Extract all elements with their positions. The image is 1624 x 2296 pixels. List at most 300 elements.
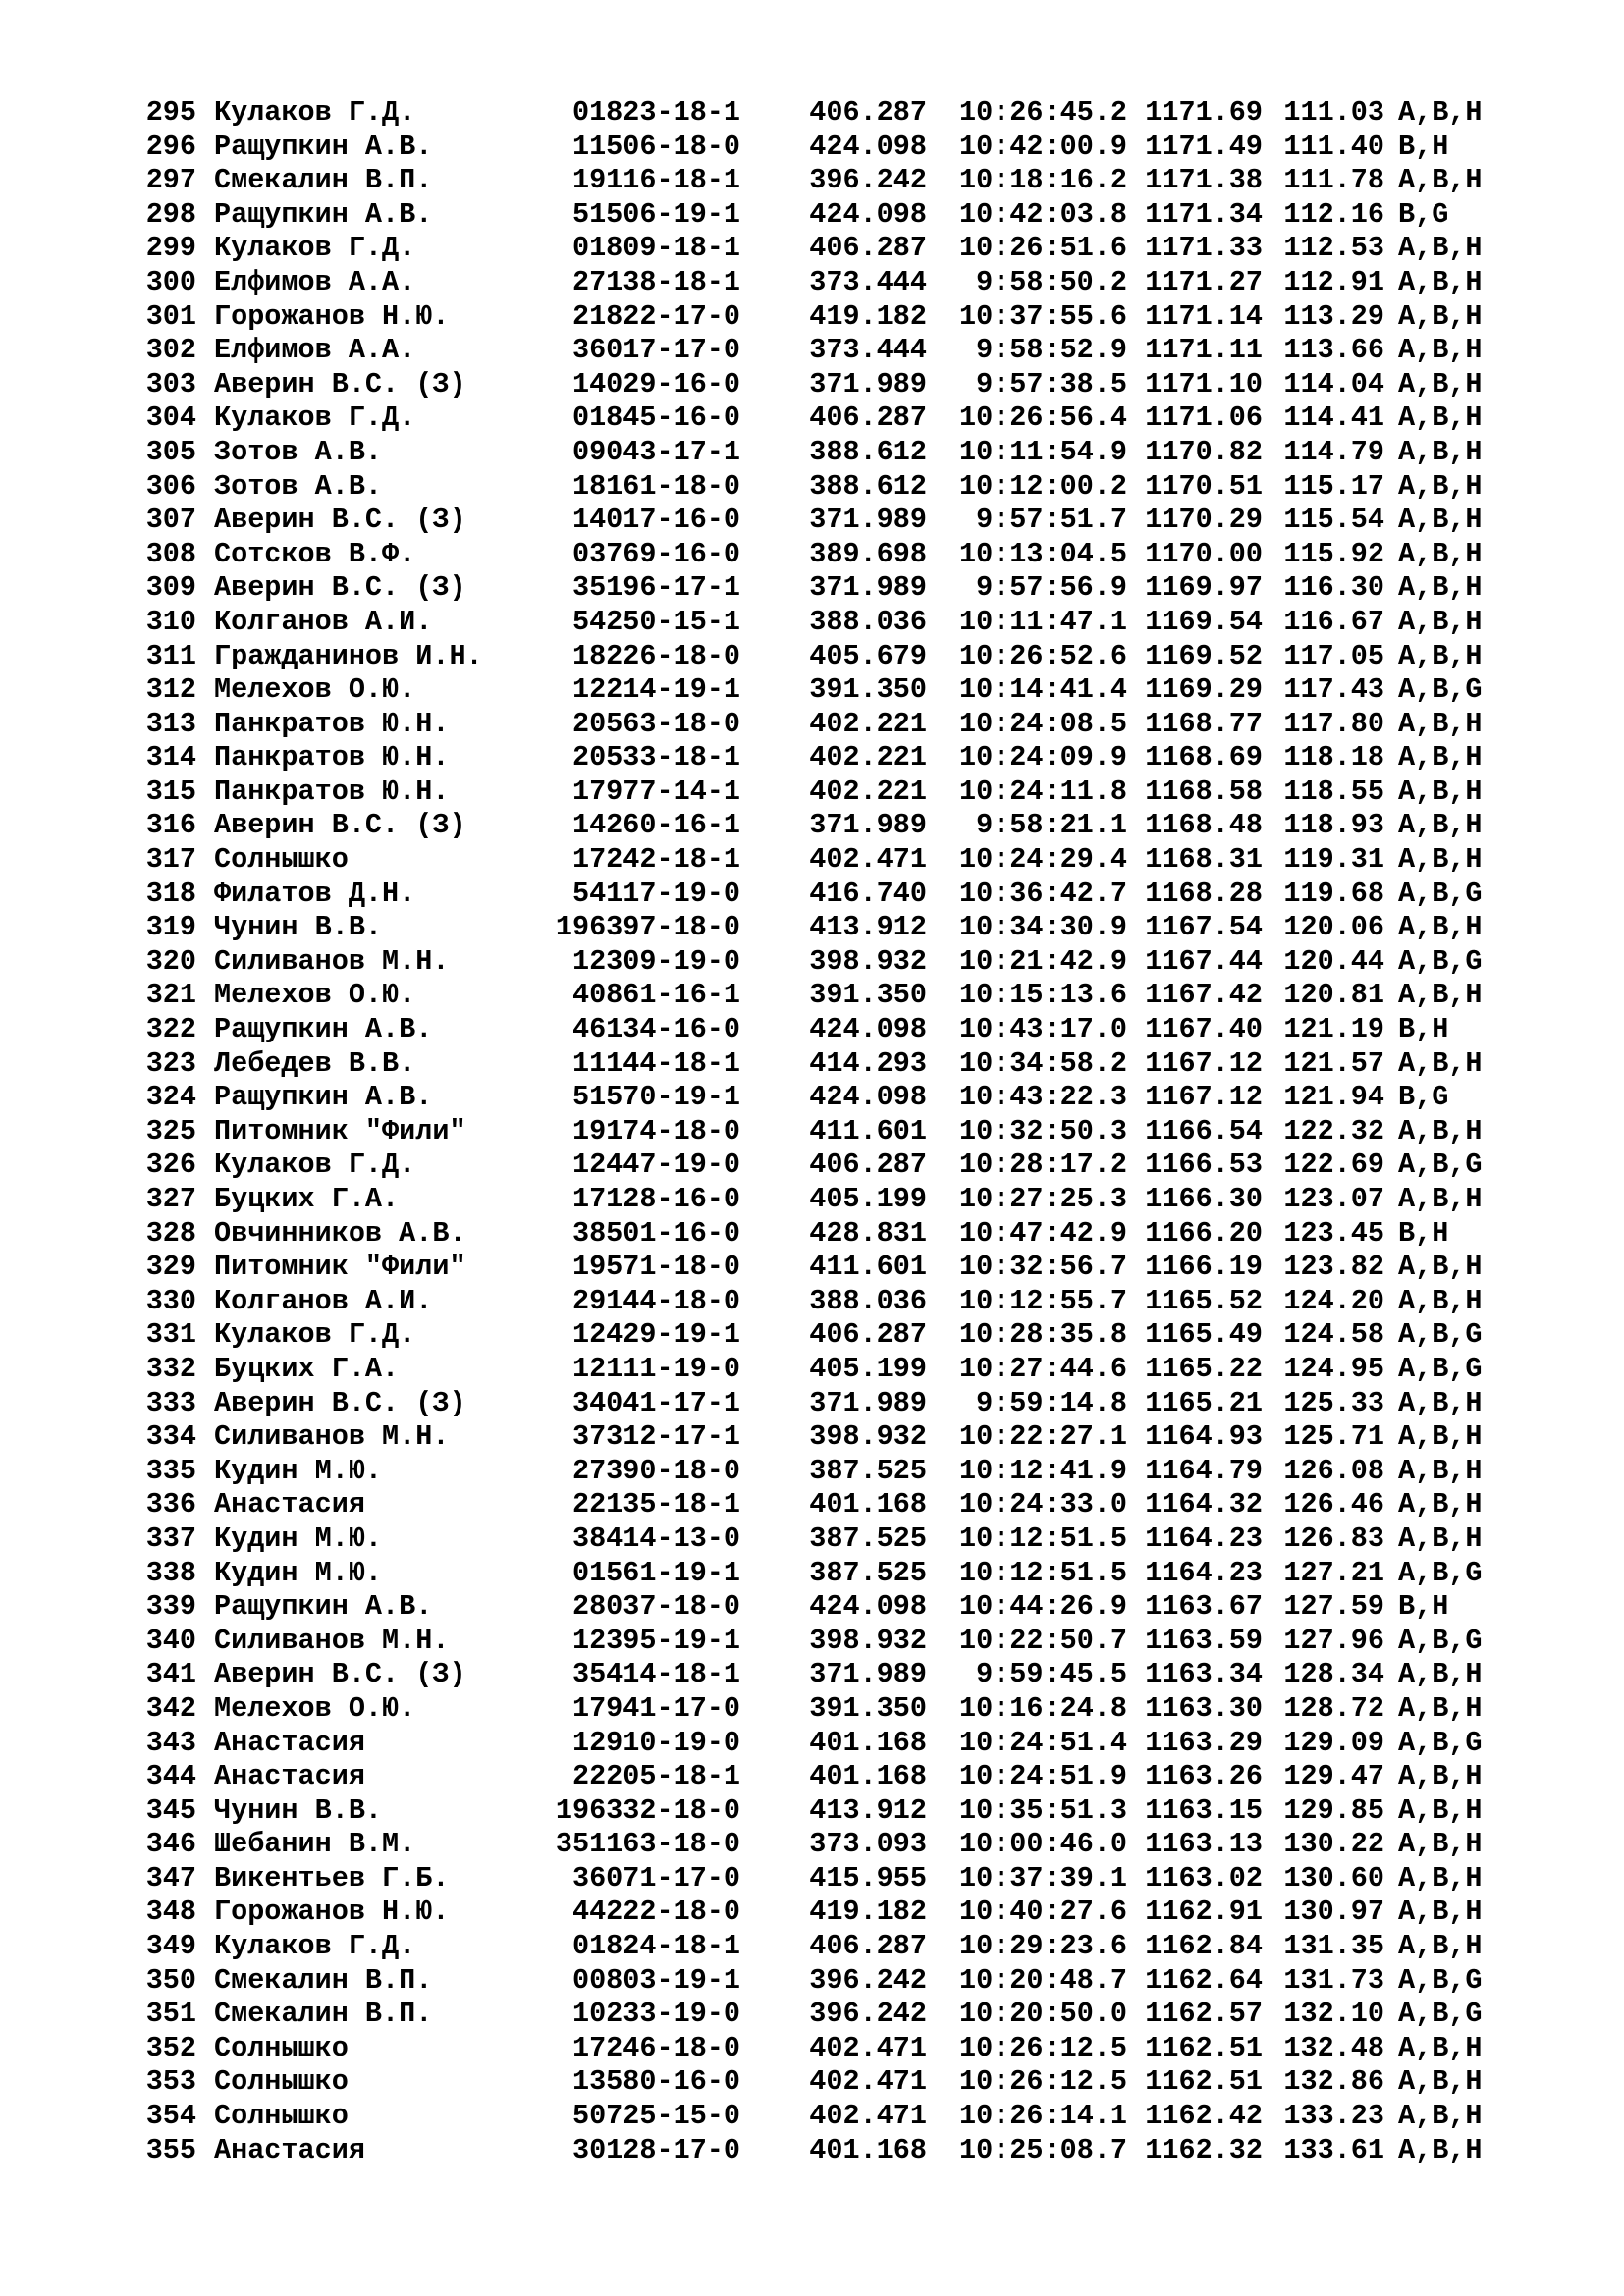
- place-number: 331: [145, 1318, 196, 1352]
- coefficient-value: 122.69: [1283, 1148, 1384, 1182]
- speed-value: 1163.30: [1145, 1691, 1263, 1725]
- arrival-time: 10:32:50.3: [958, 1114, 1127, 1148]
- coefficient-value: 114.41: [1283, 401, 1384, 435]
- place-number: 309: [145, 571, 196, 605]
- distance-value: 424.098: [809, 1590, 927, 1624]
- category-flags: A,B,H: [1398, 469, 1483, 503]
- coefficient-value: 121.94: [1283, 1081, 1384, 1114]
- arrival-time: 10:28:35.8: [958, 1318, 1127, 1352]
- arrival-time: 10:24:33.0: [958, 1488, 1127, 1522]
- coefficient-value: 129.09: [1283, 1726, 1384, 1759]
- category-flags: A,B,G: [1398, 1998, 1483, 2031]
- fancier-name: Кулаков Г.Д.: [214, 232, 416, 265]
- table-row: [143, 1318, 1483, 1353]
- fancier-name: Аверин В.С. (З): [214, 571, 466, 605]
- distance-value: 416.740: [809, 877, 927, 910]
- coefficient-value: 114.79: [1283, 435, 1384, 468]
- ring-number: 44222-18-0: [571, 1896, 740, 1929]
- category-flags: A,B,H: [1398, 2100, 1483, 2133]
- ring-number: 12309-19-0: [571, 944, 740, 978]
- table-row: [143, 1760, 1483, 1794]
- arrival-time: 10:42:03.8: [958, 197, 1127, 231]
- distance-value: 401.168: [809, 2133, 927, 2166]
- ring-number: 21822-17-0: [571, 299, 740, 333]
- table-row: [143, 1727, 1483, 1761]
- place-number: 355: [145, 2133, 196, 2166]
- distance-value: 428.831: [809, 1216, 927, 1250]
- arrival-time: 10:27:25.3: [958, 1183, 1127, 1215]
- speed-value: 1170.29: [1145, 504, 1263, 537]
- category-flags: A,B,H: [1398, 843, 1483, 877]
- ring-number: 36017-17-0: [571, 334, 740, 367]
- arrival-time: 9:57:51.7: [976, 504, 1127, 537]
- place-number: 297: [145, 164, 196, 197]
- fancier-name: Кудин М.Ю.: [214, 1556, 383, 1589]
- table-row: [143, 1047, 1483, 1082]
- ring-number: 27390-18-0: [571, 1454, 740, 1487]
- arrival-time: 10:12:00.2: [958, 469, 1127, 503]
- speed-value: 1168.28: [1145, 877, 1263, 910]
- distance-value: 424.098: [809, 197, 927, 231]
- distance-value: 373.444: [809, 334, 927, 367]
- distance-value: 398.932: [809, 1420, 927, 1454]
- ring-number: 29144-18-0: [571, 1284, 740, 1317]
- table-row: [143, 1794, 1483, 1829]
- coefficient-value: 123.45: [1283, 1216, 1384, 1250]
- distance-value: 406.287: [809, 1930, 927, 1963]
- table-row: [143, 368, 1483, 402]
- ring-number: 01823-18-1: [571, 96, 740, 129]
- table-row: [143, 1896, 1483, 1930]
- coefficient-value: 126.08: [1283, 1454, 1384, 1487]
- place-number: 338: [145, 1556, 196, 1589]
- arrival-time: 10:26:51.6: [958, 232, 1127, 265]
- table-row: [143, 775, 1483, 810]
- category-flags: A,B,H: [1398, 1793, 1483, 1827]
- fancier-name: Филатов Д.Н.: [214, 877, 416, 910]
- category-flags: A,B,H: [1398, 707, 1483, 740]
- speed-value: 1162.91: [1145, 1896, 1263, 1929]
- table-row: [143, 640, 1483, 674]
- distance-value: 387.525: [809, 1454, 927, 1487]
- arrival-time: 10:00:46.0: [958, 1828, 1127, 1861]
- place-number: 349: [145, 1930, 196, 1963]
- ring-number: 01824-18-1: [571, 1930, 740, 1963]
- fancier-name: Буцких Г.А.: [214, 1352, 400, 1385]
- category-flags: A,B,G: [1398, 1352, 1483, 1385]
- speed-value: 1169.29: [1145, 673, 1263, 707]
- arrival-time: 10:26:14.1: [958, 2100, 1127, 2133]
- ring-number: 18161-18-0: [571, 469, 740, 503]
- table-row: [143, 1522, 1483, 1557]
- place-number: 319: [145, 911, 196, 944]
- coefficient-value: 117.05: [1283, 639, 1384, 672]
- category-flags: A,B,H: [1398, 2133, 1483, 2166]
- place-number: 339: [145, 1590, 196, 1624]
- category-flags: A,B,G: [1398, 1726, 1483, 1759]
- fancier-name: Мелехов О.Ю.: [214, 979, 416, 1012]
- fancier-name: Горожанов Н.Ю.: [214, 299, 450, 333]
- distance-value: 414.293: [809, 1046, 927, 1080]
- place-number: 351: [145, 1998, 196, 2031]
- fancier-name: Овчинников А.В.: [214, 1216, 466, 1250]
- category-flags: A,B,H: [1398, 1454, 1483, 1487]
- distance-value: 371.989: [809, 571, 927, 605]
- category-flags: A,B,H: [1398, 571, 1483, 605]
- place-number: 344: [145, 1760, 196, 1793]
- coefficient-value: 127.59: [1283, 1590, 1384, 1624]
- place-number: 320: [145, 944, 196, 978]
- distance-value: 402.221: [809, 741, 927, 774]
- speed-value: 1162.64: [1145, 1963, 1263, 1997]
- speed-value: 1167.12: [1145, 1046, 1263, 1080]
- speed-value: 1166.53: [1145, 1148, 1263, 1182]
- table-row: [143, 1590, 1483, 1625]
- distance-value: 371.989: [809, 504, 927, 537]
- arrival-time: 10:12:51.5: [958, 1522, 1127, 1555]
- distance-value: 419.182: [809, 1896, 927, 1929]
- speed-value: 1164.32: [1145, 1488, 1263, 1522]
- coefficient-value: 111.40: [1283, 130, 1384, 163]
- place-number: 354: [145, 2100, 196, 2133]
- coefficient-value: 132.48: [1283, 2031, 1384, 2064]
- fancier-name: Панкратов Ю.Н.: [214, 741, 450, 774]
- fancier-name: Анастасия: [214, 1488, 365, 1522]
- ring-number: 51570-19-1: [571, 1081, 740, 1114]
- coefficient-value: 127.21: [1283, 1556, 1384, 1589]
- coefficient-value: 120.81: [1283, 979, 1384, 1012]
- speed-value: 1163.02: [1145, 1861, 1263, 1895]
- ring-number: 30128-17-0: [571, 2133, 740, 2166]
- distance-value: 413.912: [809, 1793, 927, 1827]
- fancier-name: Кулаков Г.Д.: [214, 1148, 416, 1182]
- fancier-name: Солнышко: [214, 2031, 349, 2064]
- arrival-time: 10:15:13.6: [958, 979, 1127, 1012]
- speed-value: 1163.15: [1145, 1793, 1263, 1827]
- place-number: 299: [145, 232, 196, 265]
- coefficient-value: 117.43: [1283, 673, 1384, 707]
- table-row: [143, 1625, 1483, 1659]
- place-number: 336: [145, 1488, 196, 1522]
- distance-value: 405.199: [809, 1183, 927, 1215]
- speed-value: 1168.77: [1145, 707, 1263, 740]
- category-flags: A,B,H: [1398, 1114, 1483, 1148]
- fancier-name: Аверин В.С. (З): [214, 504, 466, 537]
- distance-value: 401.168: [809, 1726, 927, 1759]
- arrival-time: 9:58:50.2: [976, 265, 1127, 298]
- distance-value: 371.989: [809, 367, 927, 400]
- table-row: [143, 266, 1483, 300]
- place-number: 306: [145, 469, 196, 503]
- fancier-name: Ращупкин А.В.: [214, 1081, 433, 1114]
- arrival-time: 10:20:48.7: [958, 1963, 1127, 1997]
- table-row: [143, 1183, 1483, 1217]
- ring-number: 40861-16-1: [571, 979, 740, 1012]
- speed-value: 1165.52: [1145, 1284, 1263, 1317]
- place-number: 312: [145, 673, 196, 707]
- coefficient-value: 116.30: [1283, 571, 1384, 605]
- table-row: [143, 1658, 1483, 1692]
- results-table: [143, 96, 1483, 2167]
- table-row: [143, 911, 1483, 945]
- speed-value: 1163.26: [1145, 1760, 1263, 1793]
- coefficient-value: 129.47: [1283, 1760, 1384, 1793]
- arrival-time: 10:42:00.9: [958, 130, 1127, 163]
- distance-value: 406.287: [809, 1148, 927, 1182]
- ring-number: 11506-18-0: [571, 130, 740, 163]
- ring-number: 28037-18-0: [571, 1590, 740, 1624]
- table-row: [143, 1387, 1483, 1421]
- speed-value: 1164.23: [1145, 1556, 1263, 1589]
- ring-number: 18226-18-0: [571, 639, 740, 672]
- place-number: 315: [145, 774, 196, 808]
- ring-number: 38501-16-0: [571, 1216, 740, 1250]
- distance-value: 391.350: [809, 979, 927, 1012]
- speed-value: 1170.82: [1145, 435, 1263, 468]
- place-number: 346: [145, 1828, 196, 1861]
- speed-value: 1171.27: [1145, 265, 1263, 298]
- coefficient-value: 129.85: [1283, 1793, 1384, 1827]
- category-flags: A,B,H: [1398, 232, 1483, 265]
- ring-number: 01845-16-0: [571, 401, 740, 435]
- fancier-name: Гражданинов И.Н.: [214, 639, 483, 672]
- distance-value: 371.989: [809, 1386, 927, 1419]
- ring-number: 14029-16-0: [571, 367, 740, 400]
- arrival-time: 10:25:08.7: [958, 2133, 1127, 2166]
- speed-value: 1167.54: [1145, 911, 1263, 944]
- ring-number: 34041-17-1: [571, 1386, 740, 1419]
- ring-number: 196397-18-0: [555, 911, 740, 944]
- distance-value: 413.912: [809, 911, 927, 944]
- category-flags: A,B,G: [1398, 1148, 1483, 1182]
- speed-value: 1166.30: [1145, 1183, 1263, 1215]
- place-number: 304: [145, 401, 196, 435]
- place-number: 352: [145, 2031, 196, 2064]
- distance-value: 388.036: [809, 1284, 927, 1317]
- place-number: 329: [145, 1251, 196, 1284]
- arrival-time: 10:28:17.2: [958, 1148, 1127, 1182]
- category-flags: A,B,H: [1398, 1284, 1483, 1317]
- fancier-name: Колганов А.И.: [214, 605, 433, 638]
- ring-number: 11144-18-1: [571, 1046, 740, 1080]
- speed-value: 1162.51: [1145, 2065, 1263, 2099]
- ring-number: 17242-18-1: [571, 843, 740, 877]
- ring-number: 12395-19-1: [571, 1624, 740, 1657]
- arrival-time: 10:34:58.2: [958, 1046, 1127, 1080]
- ring-number: 20563-18-0: [571, 707, 740, 740]
- category-flags: A,B,H: [1398, 979, 1483, 1012]
- place-number: 300: [145, 265, 196, 298]
- fancier-name: Ращупкин А.В.: [214, 1013, 433, 1046]
- place-number: 322: [145, 1013, 196, 1046]
- coefficient-value: 132.86: [1283, 2065, 1384, 2099]
- place-number: 301: [145, 299, 196, 333]
- speed-value: 1171.34: [1145, 197, 1263, 231]
- place-number: 302: [145, 334, 196, 367]
- category-flags: A,B,G: [1398, 877, 1483, 910]
- fancier-name: Кулаков Г.Д.: [214, 1930, 416, 1963]
- arrival-time: 10:43:17.0: [958, 1013, 1127, 1046]
- fancier-name: Кулаков Г.Д.: [214, 401, 416, 435]
- distance-value: 387.525: [809, 1556, 927, 1589]
- place-number: 295: [145, 96, 196, 129]
- table-row: [143, 878, 1483, 912]
- table-row: [143, 1217, 1483, 1252]
- distance-value: 405.679: [809, 639, 927, 672]
- coefficient-value: 121.57: [1283, 1046, 1384, 1080]
- category-flags: A,B,H: [1398, 401, 1483, 435]
- arrival-time: 10:24:11.8: [958, 774, 1127, 808]
- place-number: 342: [145, 1691, 196, 1725]
- table-row: [143, 809, 1483, 843]
- coefficient-value: 133.23: [1283, 2100, 1384, 2133]
- table-row: [143, 2100, 1483, 2134]
- fancier-name: Анастасия: [214, 2133, 365, 2166]
- speed-value: 1163.29: [1145, 1726, 1263, 1759]
- coefficient-value: 125.71: [1283, 1420, 1384, 1454]
- table-row: [143, 1998, 1483, 2032]
- ring-number: 54250-15-1: [571, 605, 740, 638]
- place-number: 305: [145, 435, 196, 468]
- ring-number: 351163-18-0: [555, 1828, 740, 1861]
- table-row: [143, 504, 1483, 538]
- fancier-name: Ращупкин А.В.: [214, 1590, 433, 1624]
- ring-number: 19116-18-1: [571, 164, 740, 197]
- category-flags: A,B,H: [1398, 1896, 1483, 1929]
- category-flags: A,B,G: [1398, 1624, 1483, 1657]
- ring-number: 03769-16-0: [571, 537, 740, 570]
- table-row: [143, 843, 1483, 878]
- place-number: 310: [145, 605, 196, 638]
- distance-value: 406.287: [809, 96, 927, 129]
- arrival-time: 10:11:54.9: [958, 435, 1127, 468]
- category-flags: B,G: [1398, 1081, 1449, 1114]
- speed-value: 1171.49: [1145, 130, 1263, 163]
- category-flags: A,B,H: [1398, 1488, 1483, 1522]
- place-number: 347: [145, 1861, 196, 1895]
- category-flags: A,B,G: [1398, 1963, 1483, 1997]
- category-flags: B,G: [1398, 197, 1449, 231]
- coefficient-value: 130.22: [1283, 1828, 1384, 1861]
- table-row: [143, 436, 1483, 470]
- ring-number: 54117-19-0: [571, 877, 740, 910]
- fancier-name: Силиванов М.Н.: [214, 1420, 450, 1454]
- fancier-name: Шебанин В.М.: [214, 1828, 416, 1861]
- ring-number: 17128-16-0: [571, 1183, 740, 1215]
- ring-number: 12447-19-0: [571, 1148, 740, 1182]
- coefficient-value: 128.34: [1283, 1658, 1384, 1691]
- fancier-name: Аверин В.С. (З): [214, 367, 466, 400]
- table-row: [143, 232, 1483, 266]
- speed-value: 1171.69: [1145, 96, 1263, 129]
- fancier-name: Смекалин В.П.: [214, 164, 433, 197]
- distance-value: 402.471: [809, 2100, 927, 2133]
- category-flags: A,B,H: [1398, 1828, 1483, 1861]
- coefficient-value: 118.55: [1283, 774, 1384, 808]
- table-row: [143, 1251, 1483, 1285]
- ring-number: 19571-18-0: [571, 1251, 740, 1284]
- fancier-name: Зотов А.В.: [214, 435, 383, 468]
- place-number: 353: [145, 2065, 196, 2099]
- table-row: [143, 1862, 1483, 1896]
- coefficient-value: 130.60: [1283, 1861, 1384, 1895]
- place-number: 327: [145, 1183, 196, 1215]
- arrival-time: 9:57:38.5: [976, 367, 1127, 400]
- coefficient-value: 111.78: [1283, 164, 1384, 197]
- place-number: 348: [145, 1896, 196, 1929]
- place-number: 332: [145, 1352, 196, 1385]
- distance-value: 401.168: [809, 1488, 927, 1522]
- table-row: [143, 741, 1483, 775]
- place-number: 328: [145, 1216, 196, 1250]
- category-flags: A,B,H: [1398, 2031, 1483, 2064]
- distance-value: 396.242: [809, 164, 927, 197]
- coefficient-value: 112.91: [1283, 265, 1384, 298]
- speed-value: 1165.21: [1145, 1386, 1263, 1419]
- distance-value: 388.036: [809, 605, 927, 638]
- distance-value: 373.093: [809, 1828, 927, 1861]
- distance-value: 402.221: [809, 707, 927, 740]
- place-number: 317: [145, 843, 196, 877]
- fancier-name: Мелехов О.Ю.: [214, 1691, 416, 1725]
- fancier-name: Аверин В.С. (З): [214, 1658, 466, 1691]
- arrival-time: 10:32:56.7: [958, 1251, 1127, 1284]
- category-flags: A,B,H: [1398, 537, 1483, 570]
- coefficient-value: 119.31: [1283, 843, 1384, 877]
- arrival-time: 10:11:47.1: [958, 605, 1127, 638]
- table-row: [143, 1115, 1483, 1149]
- speed-value: 1162.57: [1145, 1998, 1263, 2031]
- fancier-name: Силиванов М.Н.: [214, 1624, 450, 1657]
- speed-value: 1168.31: [1145, 843, 1263, 877]
- distance-value: 402.221: [809, 774, 927, 808]
- table-row: [143, 1420, 1483, 1455]
- ring-number: 14260-16-1: [571, 809, 740, 842]
- coefficient-value: 111.03: [1283, 96, 1384, 129]
- speed-value: 1163.67: [1145, 1590, 1263, 1624]
- fancier-name: Ращупкин А.В.: [214, 197, 433, 231]
- table-row: [143, 1455, 1483, 1489]
- arrival-time: 10:24:29.4: [958, 843, 1127, 877]
- coefficient-value: 127.96: [1283, 1624, 1384, 1657]
- speed-value: 1170.51: [1145, 469, 1263, 503]
- arrival-time: 10:26:12.5: [958, 2031, 1127, 2064]
- coefficient-value: 112.16: [1283, 197, 1384, 231]
- category-flags: A,B,H: [1398, 265, 1483, 298]
- arrival-time: 10:12:55.7: [958, 1284, 1127, 1317]
- coefficient-value: 126.46: [1283, 1488, 1384, 1522]
- table-row: [143, 1930, 1483, 1964]
- table-row: [143, 606, 1483, 640]
- place-number: 321: [145, 979, 196, 1012]
- category-flags: A,B,H: [1398, 774, 1483, 808]
- arrival-time: 10:14:41.4: [958, 673, 1127, 707]
- speed-value: 1163.13: [1145, 1828, 1263, 1861]
- coefficient-value: 113.29: [1283, 299, 1384, 333]
- category-flags: A,B,H: [1398, 1183, 1483, 1215]
- distance-value: 389.698: [809, 537, 927, 570]
- table-row: [143, 470, 1483, 505]
- table-row: [143, 979, 1483, 1013]
- category-flags: A,B,H: [1398, 809, 1483, 842]
- coefficient-value: 126.83: [1283, 1522, 1384, 1555]
- fancier-name: Елфимов А.А.: [214, 334, 416, 367]
- fancier-name: Панкратов Ю.Н.: [214, 707, 450, 740]
- table-row: [143, 1013, 1483, 1047]
- coefficient-value: 133.61: [1283, 2133, 1384, 2166]
- table-row: [143, 1285, 1483, 1319]
- coefficient-value: 123.07: [1283, 1183, 1384, 1215]
